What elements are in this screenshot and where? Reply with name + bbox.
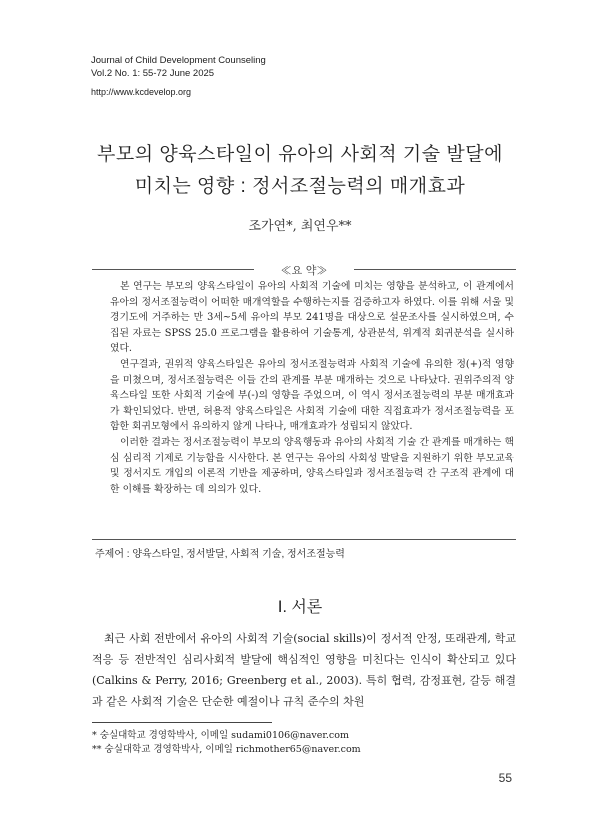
keywords: 주제어 : 양육스타일, 정서발달, 사회적 기술, 정서조절능력	[95, 549, 345, 560]
abstract-rule-left	[92, 269, 254, 270]
journal-url[interactable]: http://www.kcdevelop.org	[91, 87, 192, 97]
paper-title-line-2: 미치는 영향 : 정서조절능력의 매개효과	[134, 176, 466, 197]
body-paragraph: 최근 사회 전반에서 유아의 사회적 기술(social skills)이 정서적 안정, 또래관계, 학교 적응 등 전반적인 심리사회적 발달에 핵심적인 영향을 미친다는 인식이 확산되고 있다(Calkins & Perry, 2016; Greenberg et al., 2003). 특히 협력, 감정표현, 갈등 해결과 같은 사회적 기술은 단순한 예절이나 규칙 준수의 차원	[92, 632, 516, 708]
page-number: 55	[498, 771, 512, 785]
abstract-body	[110, 279, 514, 497]
footnote-divider	[92, 722, 272, 723]
paper-title-line-1: 부모의 양육스타일이 유아의 사회적 기술 발달에	[97, 144, 503, 165]
abstract-heading	[92, 262, 516, 276]
abstract-paragraph: 이러한 결과는 정서조절능력이 부모의 양육행동과 유아의 사회적 기술 간 관계를 매개하는 핵심 심리적 기제로 기능함을 시사한다. 본 연구는 유아의 사회성 발달을 지원하기 위한 부모교육 및 정서지도 개입의 이론적 기반을 제공하며, 양육스타일과 정서조절능력 간 구조적 관계에 대한 이해를 확장하는 데 의의가 있다.	[110, 436, 514, 495]
keywords-divider	[92, 539, 516, 540]
footnote-1: * 숭실대학교 경영학박사, 이메일 sudami0106@naver.com	[92, 730, 349, 741]
abstract-paragraph: 연구결과, 권위적 양육스타일은 유아의 정서조절능력과 사회적 기술에 유의한 정(+)적 영향을 미쳤으며, 정서조절능력은 이들 간의 관계를 부분 매개하는 것으로 나타났다. 권위주의적 양육스타일 또한 사회적 기술에 부(-)의 영향을 주었으며, 이 역시 정서조절능력의 부분 매개효과가 확인되었다. 반면, 허용적 양육스타일은 사회적 기술에 대한 직접효과가 정서조절능력을 포함한 회귀모형에서 유의하지 않게 나타나, 매개효과가 성립되지 않았다.	[110, 358, 514, 433]
abstract-paragraph: 본 연구는 부모의 양육스타일이 유아의 사회적 기술에 미치는 영향을 분석하고, 이 관계에서 유아의 정서조절능력이 어떠한 매개역할을 수행하는지를 검증하고자 하였다. 이를 위해 서울 및 경기도에 거주하는 만 3세~5세 유아의 부모 241명을 대상으로 설문조사를 실시하였으며, 수집된 자료는 SPSS 25.0 프로그램을 활용하여 기술통계, 상관분석, 위계적 회귀분석을 실시하였다.	[110, 281, 514, 355]
author-list: 조가연*, 최연우**	[248, 219, 352, 234]
journal-info	[91, 54, 266, 80]
body-text	[92, 628, 516, 712]
journal-name: Journal of Child Development Counseling	[91, 55, 266, 66]
abstract-rule-right	[354, 269, 516, 270]
footnote-2: ** 숭실대학교 경영학박사, 이메일 richmother65@naver.com	[92, 744, 361, 755]
section-title: Ⅰ. 서론	[277, 599, 323, 616]
abstract-heading-label: ≪요 약≫	[280, 264, 328, 277]
journal-issue: Vol.2 No. 1: 55-72 June 2025	[91, 68, 215, 79]
